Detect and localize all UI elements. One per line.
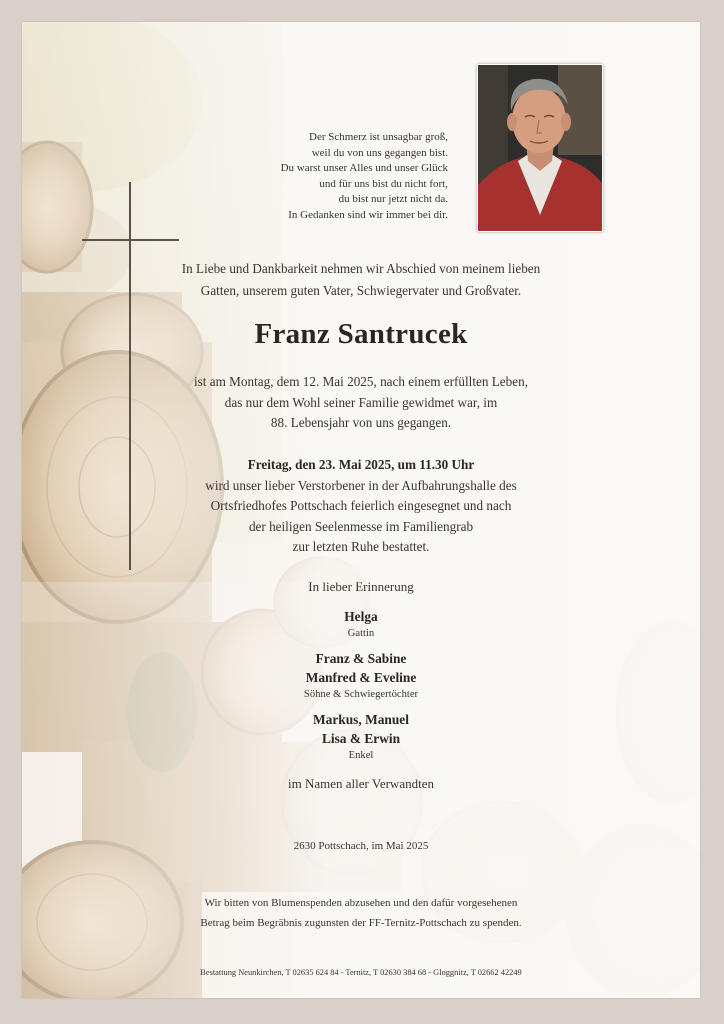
mourner-role: Söhne & Schwiegertöchter — [303, 688, 419, 700]
poem-line: Du warst unser Alles und unser Glück — [280, 162, 448, 174]
relatives-note: im Namen aller Verwandten — [288, 776, 434, 791]
place-date: 2630 Pottschach, im Mai 2025 — [293, 840, 429, 852]
funeral-line: wird unser lieber Verstorbener in der Aufbahrungshalle des — [205, 477, 517, 493]
memory-heading: In lieber Erinnerung — [308, 579, 414, 594]
funeral-line: der heiligen Seelenmesse im Familiengrab — [248, 518, 474, 534]
mourner-name: Helga — [344, 609, 378, 624]
mourner-group — [22, 710, 700, 763]
intro-line: In Liebe und Dankbarkeit nehmen wir Abschied von meinem lieben — [181, 261, 541, 276]
mourner-group — [22, 607, 700, 641]
portrait-image — [478, 65, 602, 231]
funeral-home-footer: Bestattung Neunkirchen, T 02635 624 84 - Ternitz, T 02630 384 68 - Gloggnitz, T 02662 42249 — [200, 968, 522, 977]
poem-line: weil du von uns gegangen bist. — [311, 146, 448, 159]
poem-line: In Gedanken sind wir immer bei dir. — [288, 208, 448, 221]
intro-line: Gatten, unserem guten Vater, Schwiegervater und Großvater. — [200, 283, 522, 298]
mourner-name: Markus, Manuel — [313, 711, 409, 727]
mourners-list — [22, 607, 700, 771]
cross-horizontal-bar — [82, 239, 179, 241]
mourner-name: Manfred & Eveline — [305, 670, 417, 685]
funeral-line: zur letzten Ruhe bestattet. — [292, 539, 430, 554]
poem-line: Der Schmerz ist unsagbar groß, — [309, 131, 448, 143]
request-line: Betrag beim Begräbnis zugunsten der FF-Ternitz-Pottschach zu spenden. — [200, 917, 522, 929]
funeral-details — [22, 455, 700, 558]
death-announcement — [22, 372, 700, 434]
death-text-line: das nur dem Wohl seiner Familie gewidmet war, im — [224, 394, 498, 410]
death-text-line: ist am Montag, dem 12. Mai 2025, nach einem erfüllten Leben, — [194, 374, 528, 389]
mourner-name: Lisa & Erwin — [321, 731, 401, 746]
mourner-role: Enkel — [348, 749, 374, 761]
funeral-line: Ortsfriedhofes Pottschach feierlich eingesegnet und nach — [210, 498, 512, 513]
mourner-name: Franz & Sabine — [315, 650, 407, 666]
death-text-line: 88. Lebensjahr von uns gegangen. — [270, 415, 452, 430]
poem-line: du bist nur jetzt nicht da. — [338, 193, 448, 205]
memorial-poem — [182, 130, 448, 223]
donation-request — [22, 893, 700, 933]
mourner-group — [22, 649, 700, 702]
funeral-date: Freitag, den 23. Mai 2025, um 11.30 Uhr — [247, 457, 475, 472]
request-line: Wir bitten von Blumenspenden abzusehen und den dafür vorgesehenen — [204, 897, 518, 909]
intro-text — [22, 258, 700, 302]
deceased-name: Franz Santrucek — [254, 318, 468, 350]
obituary-card — [22, 22, 700, 998]
poem-line: und für uns bist du nicht fort, — [319, 177, 448, 190]
mourner-role: Gattin — [347, 627, 375, 639]
portrait-photo — [477, 64, 603, 232]
